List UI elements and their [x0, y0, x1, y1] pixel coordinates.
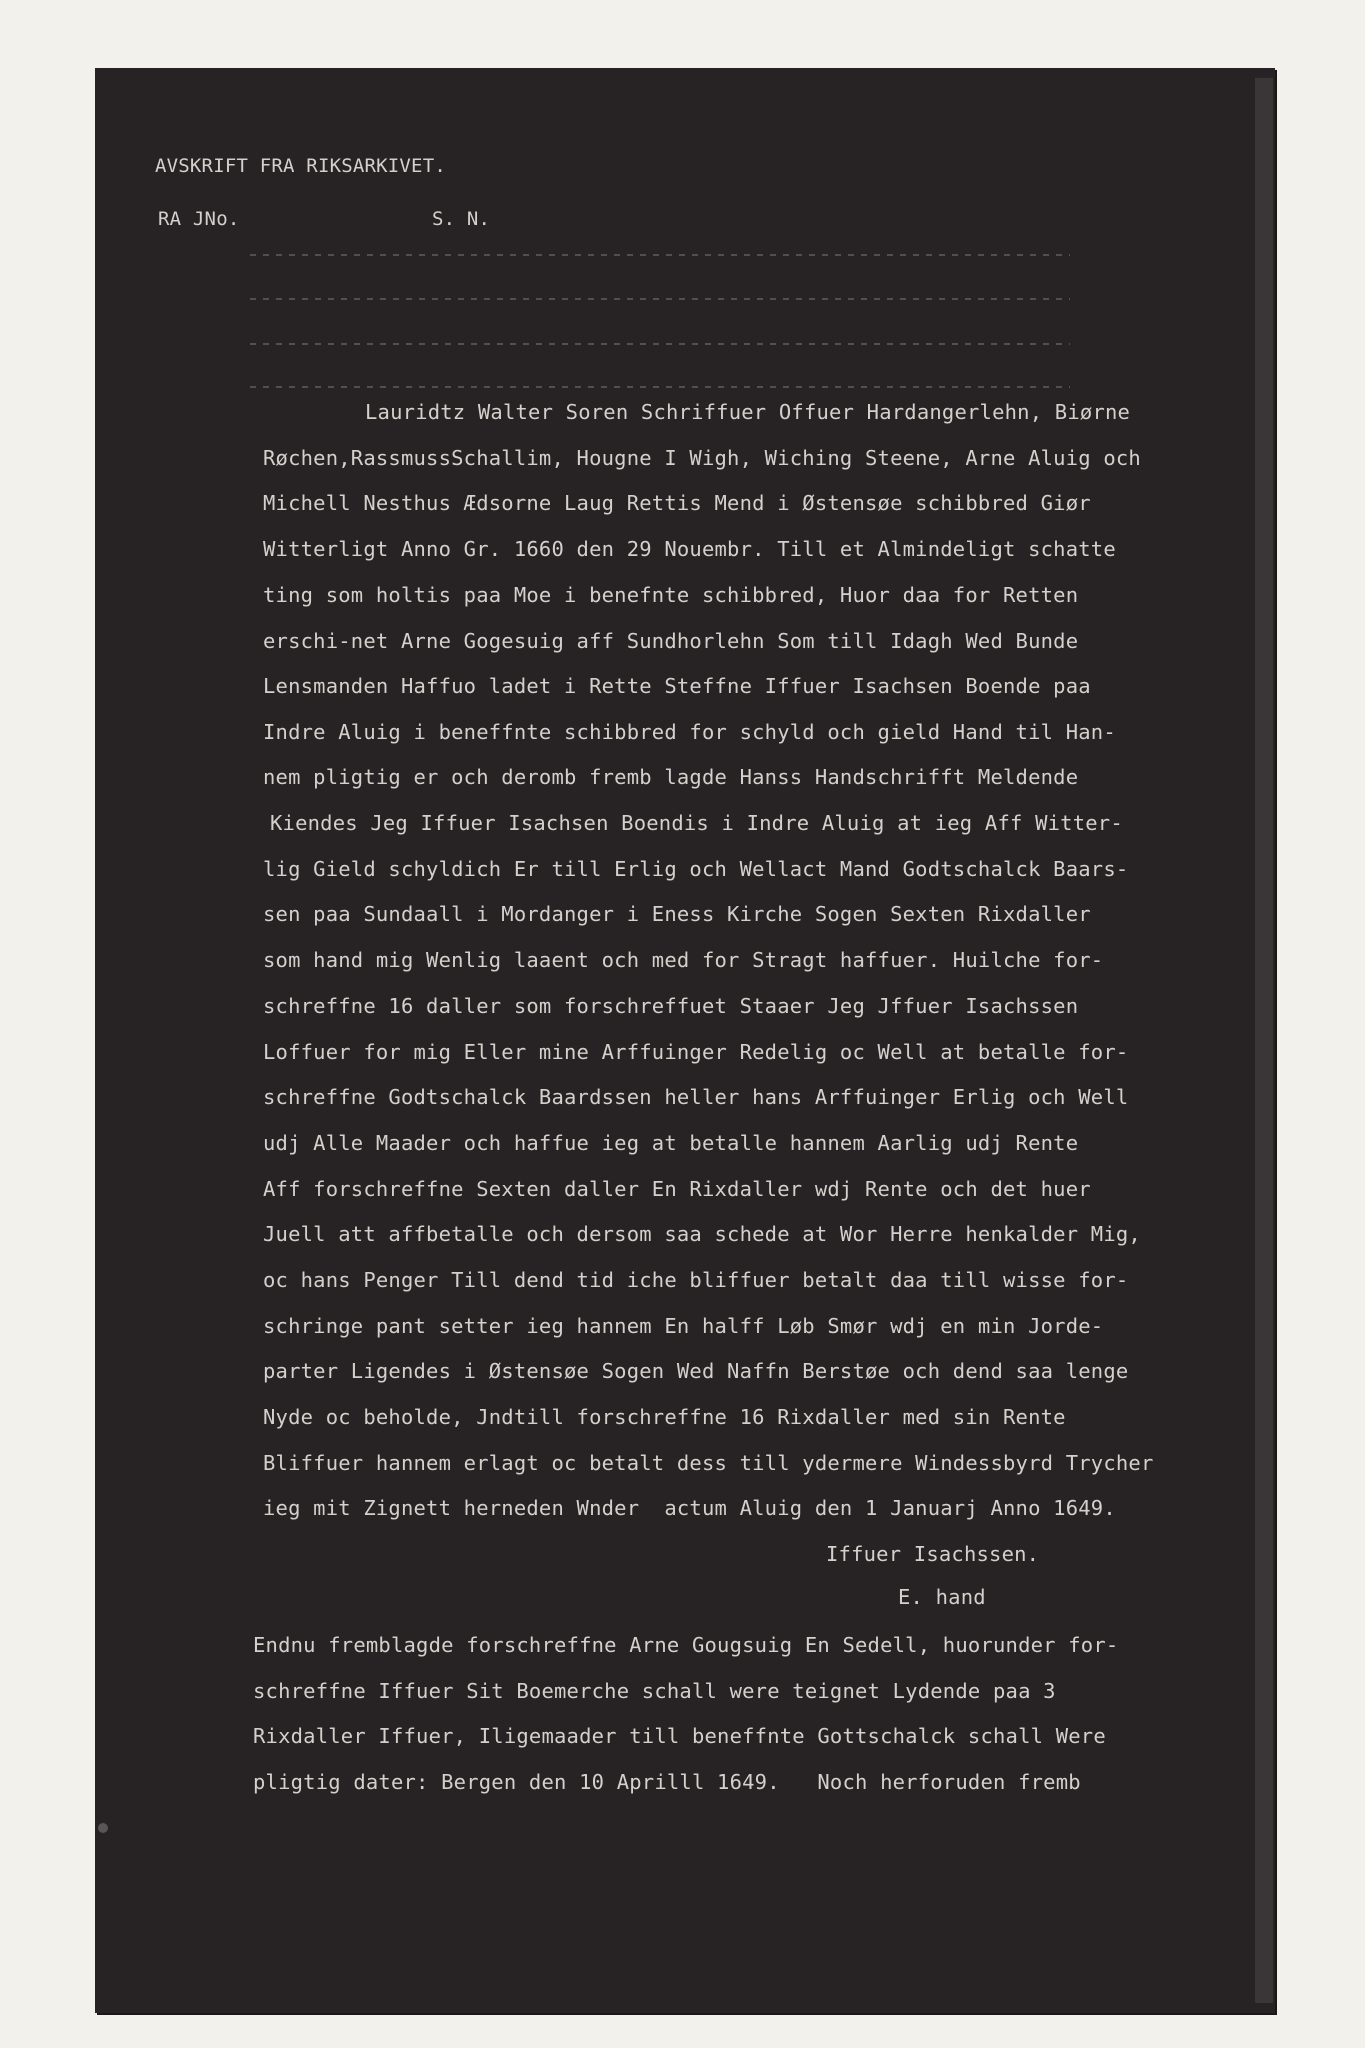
body-line: Indre Aluig i beneffnte schibbred for schyld och gield Hand til Han-	[263, 720, 1116, 744]
body-line: Aff forschreffne Sexten daller En Rixdaller wdj Rente och det huer	[263, 1177, 1091, 1201]
punch-hole-mark	[98, 1823, 108, 1833]
body-line: Loffuer for mig Eller mine Arffuinger Redelig oc Well at betalle for-	[263, 1040, 1129, 1064]
body-line: parter Ligendes i Østensøe Sogen Wed Naffn Berstøe och dend saa lenge	[263, 1359, 1129, 1383]
body-line: schringe pant setter ieg hannem En halff Løb Smør wdj en min Jorde-	[263, 1314, 1104, 1338]
body-line: schreffne Iffuer Sit Boemerche schall were teignet Lydende paa 3	[253, 1679, 1056, 1703]
ghost-line	[250, 298, 1070, 300]
archive-header: AVSKRIFT FRA RIKSARKIVET.	[155, 155, 446, 177]
body-line: schreffne Godtschalck Baardssen heller hans Arffuinger Erlig och Well	[263, 1085, 1129, 1109]
sn-label: S. N.	[432, 208, 491, 230]
body-line: Nyde oc beholde, Jndtill forschreffne 16 Rixdaller med sin Rente	[263, 1405, 1066, 1429]
ghost-line	[250, 386, 1070, 388]
hand-note: E. hand	[898, 1585, 986, 1609]
body-line: Rixdaller Iffuer, Iligemaader till beneffnte Gottschalck schall Were	[253, 1724, 1106, 1748]
body-line: Endnu fremblagde forschreffne Arne Gougsuig En Sedell, huorunder for-	[253, 1633, 1119, 1657]
body-line: Bliffuer hannem erlagt oc betalt dess till ydermere Windessbyrd Trycher	[263, 1451, 1154, 1475]
body-line: lig Gield schyldich Er till Erlig och Wellact Mand Godtschalck Baars-	[263, 857, 1129, 881]
body-line: oc hans Penger Till dend tid iche bliffuer betalt daa till wisse for-	[263, 1268, 1129, 1292]
body-line: Røchen,RassmussSchallim, Hougne I Wigh, Wiching Steene, Arne Aluig och	[263, 446, 1141, 470]
body-line: Lensmanden Haffuo ladet i Rette Steffne Iffuer Isachsen Boende paa	[263, 674, 1091, 698]
body-line: Juell att affbetalle och dersom saa schede at Wor Herre henkalder Mig,	[263, 1222, 1141, 1246]
body-line: Witterligt Anno Gr. 1660 den 29 Nouembr. Till et Almindeligt schatte	[263, 537, 1116, 561]
ra-number-label: RA JNo.	[158, 208, 240, 230]
body-line: Michell Nesthus Ædsorne Laug Rettis Mend i Østensøe schibbred Giør	[263, 491, 1091, 515]
body-line: udj Alle Maader och haffue ieg at betalle hannem Aarlig udj Rente	[263, 1131, 1079, 1155]
ghost-line	[250, 254, 1070, 256]
body-line: erschi-net Arne Gogesuig aff Sundhorlehn Som till Idagh Wed Bunde	[263, 629, 1079, 653]
body-line: schreffne 16 daller som forschreffuet Staaer Jeg Jffuer Isachssen	[263, 994, 1079, 1018]
body-line: Kiendes Jeg Iffuer Isachsen Boendis i Indre Aluig at ieg Aff Witter-	[270, 811, 1123, 835]
body-line: ting som holtis paa Moe i benefnte schibbred, Huor daa for Retten	[263, 583, 1079, 607]
body-line: Lauridtz Walter Soren Schriffuer Offuer Hardangerlehn, Biørne	[365, 400, 1131, 424]
body-line: sen paa Sundaall i Mordanger i Eness Kirche Sogen Sexten Rixdaller	[263, 902, 1091, 926]
body-line: nem pligtig er och deromb fremb lagde Hanss Handschrifft Meldende	[263, 765, 1079, 789]
signature: Iffuer Isachssen.	[826, 1542, 1040, 1566]
body-line: pligtig dater: Bergen den 10 Aprilll 1649. Noch herforuden fremb	[253, 1770, 1081, 1794]
page-edge	[1255, 78, 1273, 2003]
ghost-line	[250, 343, 1070, 345]
body-line: som hand mig Wenlig laaent och med for Stragt haffuer. Huilche for-	[263, 948, 1104, 972]
body-line: ieg mit Zignett herneden Wnder actum Aluig den 1 Januarj Anno 1649.	[263, 1496, 1116, 1520]
